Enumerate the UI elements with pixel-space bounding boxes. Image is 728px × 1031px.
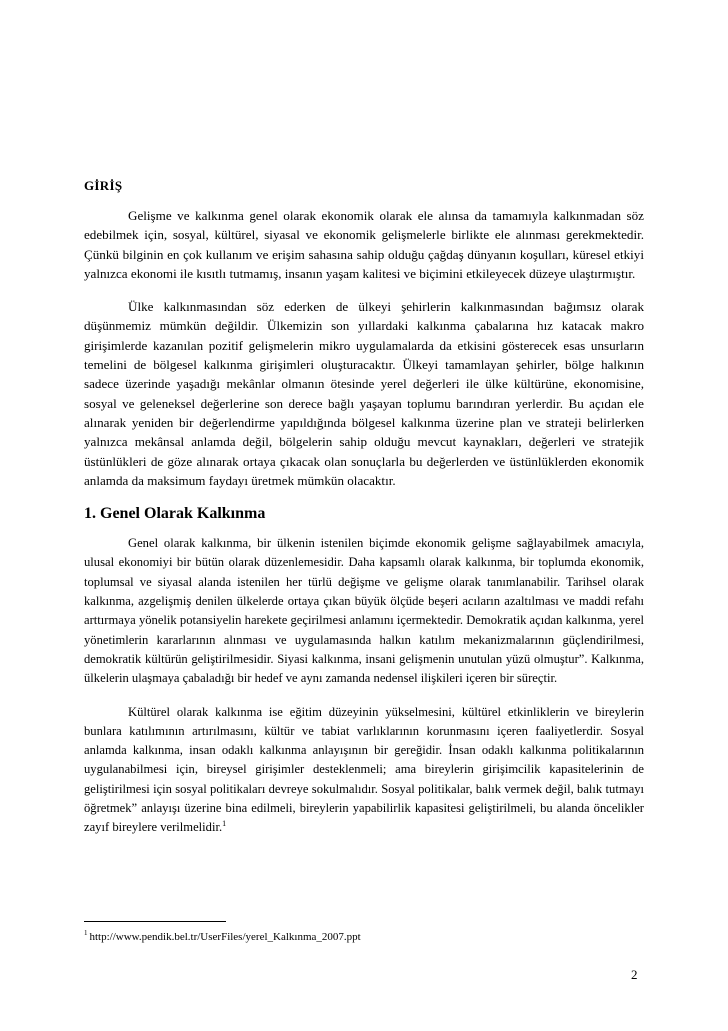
section-paragraph-2-text: Kültürel olarak kalkınma ise eğitim düzeyinin yükselmesini, kültürel etkinliklerin ve bireylerin bunlara katılımının artırılmasını, kültür ve tabiat varlıklarının korunmasını içeren faaliyetlerdir. Sosyal anlamda kalkınma, insan odaklı kalkınma anlayışının bir gereğidir. İnsan odaklı kalkınma politikalarının uygulanabilmesi için, bireysel girişimler desteklenmeli; ama bireylerin girişimcilik kapasitelerinin de geliştirilmesi için sosyal politikaları devreye sokulmalıdır. Sosyal politikalar, balık vermek değil, balık tutmayı öğretmek” anlayışı üzerine bina edilmeli, bireylerin yapabilirlik kapasitesi geliştirilmeli, bu alanda öncelikler zayıf bireylere verilmelidir. xyxy=(84,704,644,835)
section-paragraph-2 xyxy=(84,703,644,838)
intro-paragraph-1: Gelişme ve kalkınma genel olarak ekonomik olarak ele alınsa da tamamıyla kalkınmadan söz edebilmek için, sosyal, kültürel, siyasal ve ekonomik gelişmelerle birlikte ele alınması gerekmektedir. Çünkü bilginin en çok kullanım ve erişim sahasına sahip olduğu çağdaş dünyanın koşulları, küresel etkiyi yalnızca ekonomi ile kısıtlı tutmamış, insanın yaşam kalitesi ve biçimini etkileyecek düzeye ulaştırmıştır. xyxy=(84,208,644,281)
paragraph-spacer xyxy=(84,283,644,297)
footnote-separator xyxy=(84,921,226,922)
section-heading: 1. Genel Olarak Kalkınma xyxy=(84,505,266,523)
intro-heading: GİRİŞ xyxy=(84,178,123,193)
page-number: 2 xyxy=(631,967,638,982)
paragraph-spacer xyxy=(84,689,644,703)
section-paragraph-1: Genel olarak kalkınma, bir ülkenin istenilen biçimde ekonomik gelişme sağlayabilmek amacıyla, ulusal ekonomiyi bir bütün olarak düzenlemesidir. Daha kapsamlı olarak kalkınma, bir toplumda ekonomik, toplumsal ve siyasal alanda istenilen her türlü değişme ve gelişme olarak tanımlanabilir. Tarihsel olarak kalkınma, azgelişmiş denilen ülkelerde ortaya çıkan büyük ölçüde beşeri acıların azaltılması ve maddi refahı arttırmaya yönelik potansiyelin harekete geçirilmesi anlamını içermektedir. Demokratik açıdan kalkınma, yerel yönetimlerin kararlarının alınması ve uygulamasında halkın katılım mekanizmalarının güçlendirilmesi, demokratik kültürün geliştirilmesidir. Siyasi kalkınma, insani gelişmenin unutulan yüzü olmuştur”. Kalkınma, ülkelerin ulaşmaya çabaladığı bir hedef ve aynı zamanda nedensel ilişkileri içeren bir süreçtir. xyxy=(84,536,644,686)
page-body xyxy=(84,178,644,838)
footnote-reference[interactable]: 1 xyxy=(222,819,227,829)
footnote xyxy=(84,930,361,944)
intro-paragraph-2: Ülke kalkınmasından söz ederken de ülkeyi şehirlerin kalkınmasından bağımsız olarak düşünmemiz mümkün değildir. Ülkemizin son yıllardaki kalkınma çabalarına hız katacak makro girişimlerde kazanılan pozitif gelişmelerin mikro uygulamalarda da etkisini gösterecek esas unsurların temelini de bölgesel kalkınma girişimleri oluşturacaktır. Ülkeyi tamamlayan şehirler, bölge halkının sadece üzerinde yaşadığı mekânlar olmanın ötesinde yerel değerleri ile ülke kültürüne, ekonomisine, sosyal ve geleneksel değerlerine son derece bağlı yaşayan toplumu barındıran yerlerdir. Bu açıdan ele alınarak yeniden bir değerlendirme yapıldığında bölgesel kalkınma üzerine plan ve strateji belirlerken yalnızca mekânsal anlamda değil, bölgelerin sahip olduğu mevcut kaynakları, değerleri ve stratejik üstünlükleri de göze alınarak ortaya çıkacak olan sonuçlarla bu değerlerden ve üstünlüklerden ekonomik anlamda da maksimum faydayı üretmek mümkün olacaktır. xyxy=(84,299,644,488)
footnote-link[interactable]: http://www.pendik.bel.tr/UserFiles/yerel_Kalkınma_2007.ppt xyxy=(89,931,361,943)
footnote-number: 1 xyxy=(84,929,88,938)
